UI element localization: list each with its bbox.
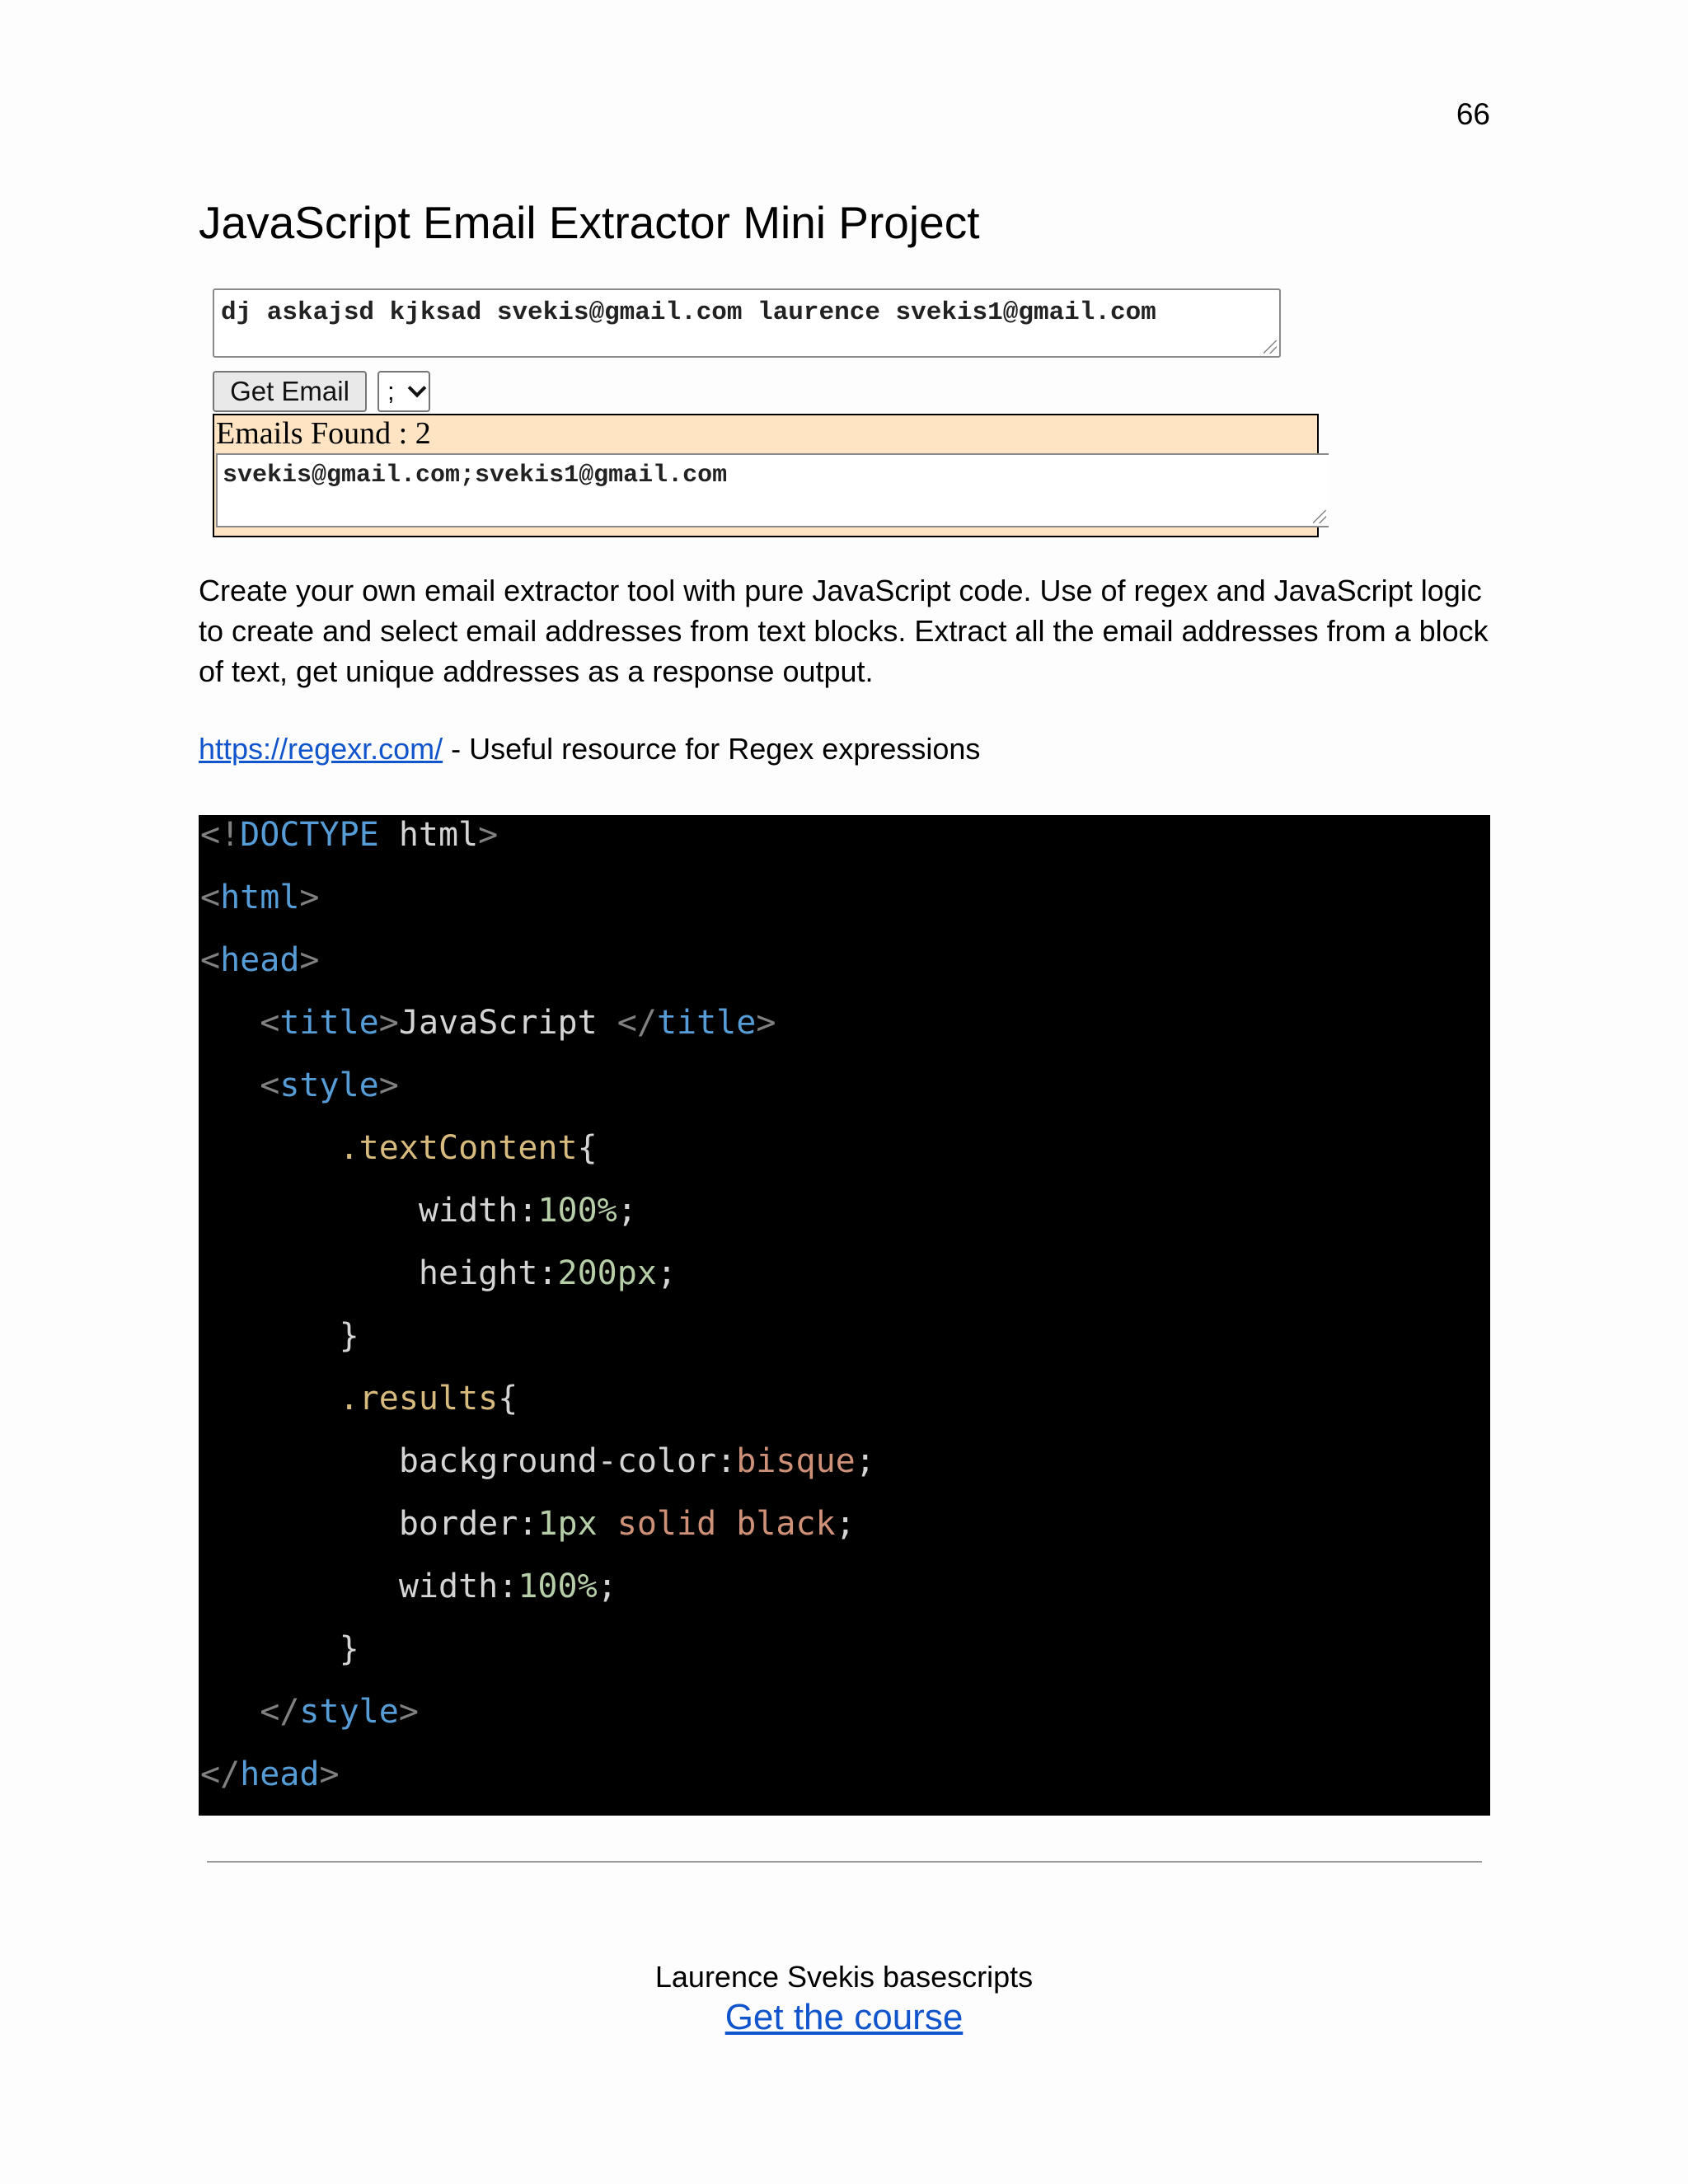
code-line-3: <head> [200,941,320,979]
code-line-10: .results{ [339,1380,518,1418]
code-line-14: } [339,1630,359,1668]
separator-value: ; [387,377,395,405]
code-line-6: .textContent{ [339,1129,598,1167]
resize-grip-icon[interactable] [1264,340,1277,354]
text-input[interactable] [213,288,1281,358]
project-description: Create your own email extractor tool with pure JavaScript code. Use of regex and JavaScript logic to create and select email addresses from text blocks. Extract all the email addresses from a block of text, get unique addresses as a response output. [199,574,1489,688]
text-input-value: dj askajsd kjksad svekis@gmail.com laurence svekis1@gmail.com [221,298,1156,327]
page-title: JavaScript Email Extractor Mini Project [199,197,980,248]
resize-grip-icon[interactable] [1313,510,1326,523]
code-line-2: <html> [200,879,320,916]
page-number: 66 [1456,97,1490,131]
code-line-12: border:1px solid black; [398,1505,856,1543]
code-block [199,815,1490,1816]
results-panel [213,414,1319,537]
footer-course-link-wrap [0,1997,1688,2038]
resource-suffix: - Useful resource for Regex expressions [443,732,981,766]
code-line-9: } [339,1317,359,1355]
separator-select[interactable] [377,371,430,412]
get-the-course-link[interactable]: Get the course [724,1997,964,2037]
code-line-11: background-color:bisque; [398,1442,875,1480]
code-line-16: </head> [200,1755,340,1793]
code-line-15: </style> [260,1693,419,1731]
code-line-5: <style> [260,1066,399,1104]
footer-author: Laurence Svekis basescripts [654,1960,1034,1994]
code-line-7: width:100%; [418,1192,637,1230]
output-textarea[interactable] [216,453,1329,527]
output-value: svekis@gmail.com;svekis1@gmail.com [223,462,728,490]
chevron-down-icon [408,379,427,398]
code-line-8: height:200px; [418,1254,677,1292]
code-line-13: width:100%; [398,1568,617,1605]
regexr-link[interactable]: https://regexr.com/ [199,732,443,766]
code-line-4: <title>JavaScript </title> [260,1004,776,1042]
resource-line [199,732,980,766]
get-email-button[interactable]: Get Email [213,371,367,412]
emails-found-label: Emails Found : 2 [216,416,431,451]
footer-divider [207,1861,1482,1863]
email-extractor-demo [213,288,1329,544]
code-line-1: <!DOCTYPE html> [200,816,499,854]
